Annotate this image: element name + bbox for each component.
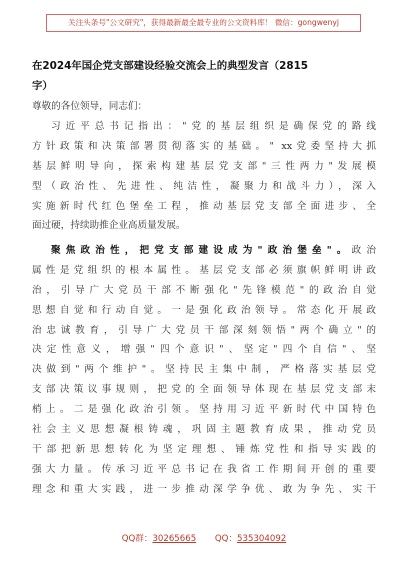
paragraph-line: 社会主义思想凝根铸魂，巩固主题教育成果，推动党员: [32, 424, 376, 436]
contact-footer: [0, 532, 408, 544]
paragraph-line-tail: 政治: [351, 245, 376, 256]
paragraph-line: 决定性意义，增强"四个意识"、坚定"四个自信"、坚: [32, 344, 376, 356]
section-heading: 聚焦政治性，把党支部建设成为"政治堡垒"。: [51, 245, 352, 256]
paragraph-line: 强大力量。传承习近平总书记在我省工作期间开创的重要: [32, 463, 376, 475]
salutation: 尊敬的各位领导，同志们：: [32, 101, 148, 112]
paragraph-line: 型（政治性、先进性、纯洁性，凝聚力和战斗力），深入: [32, 180, 376, 192]
paragraph-line: 干部把新思想转化为坚定理想、锤炼党性和指导实践的: [32, 443, 376, 455]
promo-banner: [46, 14, 361, 32]
paragraph-2: [32, 241, 376, 500]
document-title: [32, 56, 374, 96]
paragraph-line: 决做到"两个维护"。坚持民主集中制，严格落实基层党: [32, 364, 376, 376]
qq-label: QQ：: [214, 534, 238, 544]
qq-group-label: QQ群：: [121, 534, 153, 544]
paragraph-line: [32, 241, 376, 261]
paragraph-1: [32, 117, 376, 236]
paragraph-line: 实施新时代红色堡垒工程，推动基层党支部全面进步、全: [32, 200, 376, 212]
paragraph-line: 属性是党组织的根本属性。基层党支部必须旗帜鲜明讲政: [32, 264, 376, 276]
title-line-2: 字）: [32, 80, 53, 92]
banner-text: 关注头条号"公文研究"，获得最新最全最专业的公文资料库！ 微信：gongwenyj: [67, 18, 339, 27]
paragraph-line: 思想自觉和行动自觉。一是强化政治领导。常态化开展政: [32, 304, 376, 316]
qq-group-number: 30265665: [152, 534, 197, 544]
paragraph-line: 理念和重大实践，进一步推动深学争优、敢为争先、实干: [32, 483, 376, 495]
qq-contact: [215, 532, 286, 544]
qq-group: [122, 532, 196, 544]
paragraph-line: 梢上。二是强化政治引领。坚持用习近平新时代中国特色: [32, 404, 376, 416]
title-line-1: 在2024年国企党支部建设经验交流会上的典型发言（2815: [32, 60, 309, 72]
paragraph-line: 方针政策和决策部署贯彻落实的基础。" xx党委坚持大抓: [32, 140, 376, 152]
qq-number: 535304092: [237, 534, 287, 544]
paragraph-line: 治，引导广大党员干部不断强化"先锋模范"的政治自觉: [32, 284, 376, 296]
paragraph-line: 面过硬，持续助推企业高质量发展。: [32, 220, 186, 232]
paragraph-line: 基层鲜明导向，探索构建基层党支部"三性两力"发展模: [32, 160, 376, 172]
paragraph-line: 支部决策议事规则，把党的全面领导体现在基层党支部末: [32, 384, 376, 396]
paragraph-line: 习近平总书记指出："党的基层组织是确保党的路线: [51, 121, 376, 132]
paragraph-line: 治忠诚教育，引导广大党员干部深刻领悟"两个确立"的: [32, 324, 376, 336]
